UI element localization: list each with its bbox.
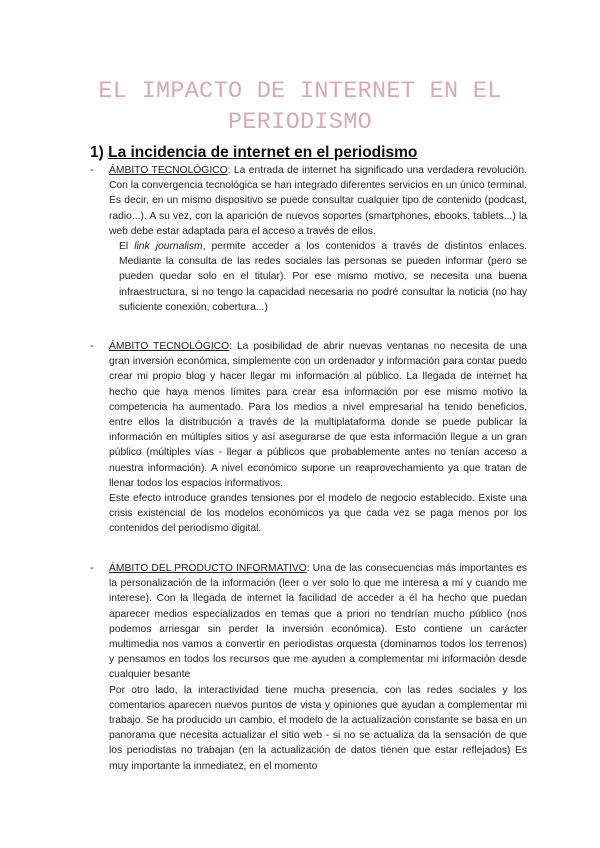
paragraph bbox=[109, 561, 527, 683]
section-heading-text: La incidencia de internet en el periodismo bbox=[108, 144, 418, 161]
paragraph-text: : La entrada de internet ha significado una verdadera revolución. Con la convergencia tecnológica se han integrado diferentes servicios en un único terminal. Es decir, en un mismo dispositivo se puede consultar cualquier tipo de contenido (podcast, radio...). A su vez, con la aparición de nuevos soportes (smartphones, ebooks, tablets...) la web debe estar adaptada para el acceso a través de ellos. bbox=[109, 165, 527, 237]
paragraph bbox=[109, 163, 527, 239]
paragraph bbox=[109, 491, 527, 537]
item-label: ÁMBITO DEL PRODUCTO INFORMATIVO bbox=[109, 563, 307, 574]
paragraph bbox=[109, 683, 527, 774]
emphasis-text: link journalism bbox=[134, 241, 203, 253]
paragraph bbox=[109, 339, 527, 491]
paragraph-text: Este efecto introduce grandes tensiones por el modelo de negocio establecido. Existe una crisis existencial de los modelos económicos ya que cada vez se paga menos por los contenidos del periodismo digital. bbox=[109, 493, 527, 535]
paragraph-text: : Una de las consecuencias más importantes es la personalización de la información (leer o ver solo lo que me interesa a mí y cuando me interese). Con la llegada de internet la facilidad de acceder a él ha hecho que puedan aparecer medios especializados en temas que a priori no tendrían mucho público (nos podemos arriesgar sin perder la inversión económica). Esto contiene un carácter multimedia nos vamos a convertir en periodistas orquesta (dominamos todos los terrenos) y pensamos en todos los recursos que me ayuden a complementar mi información desde cualquier besante bbox=[109, 563, 527, 681]
paragraph-text: Por otro lado, la interactividad tiene mucha presencia, con las redes sociales y los comentarios aparecen nuevos puntos de vista y opiniones que ayudan a complementar mi trabajo. Se ha producido un cambio, el modelo de la actualización constante se basa en un panorama que necesita actualizar el sitio web - si no se actualiza da la sensación de que los periodistas no trabajan (en la actualización de datos tienen que estar reflejados) Es muy importante la inmediatez, en el momento bbox=[109, 684, 527, 772]
bullet-dash: - bbox=[90, 562, 94, 574]
list-item bbox=[90, 339, 527, 537]
item-label: ÁMBITO TECNOLÓGICO bbox=[109, 341, 230, 352]
item-label: ÁMBITO TECNOLÓGICO bbox=[109, 165, 228, 176]
bullet-dash: - bbox=[90, 340, 94, 352]
section-number: 1) bbox=[90, 144, 104, 161]
section-heading bbox=[90, 144, 417, 162]
paragraph-text: , permite acceder a los contenidos a través de distintos enlaces. Mediante la consulta de las redes sociales las personas se pueden informar (pero se pueden quedar solo en el titular). Por ese mismo motivo, se necesita una buena infraestructura, si no tengo la capacidad necesaria no podré consultar la noticia (no hay suficiente conexión, cobertura...) bbox=[119, 241, 527, 313]
title-line-2: PERIODISMO bbox=[227, 109, 373, 136]
title-line-1: EL IMPACTO DE INTERNET EN EL bbox=[98, 78, 502, 105]
paragraph bbox=[109, 239, 527, 315]
list-item bbox=[90, 561, 527, 774]
bullet-dash: - bbox=[90, 164, 94, 176]
paragraph-text: El bbox=[119, 241, 135, 253]
paragraph-text: : La posibilidad de abrir nuevas ventanas no necesita de una gran inversión económica, simplemente con un ordenador y información para contar puedo crear mi propio blog y hacer llegar mi información al público. La llegada de internet ha hecho que haya menos límites para crear esa información por ese mismo motivo la competencia ha aumentado. Para los medios a nivel empresarial ha tenido beneficios, entre ellos la distribución a través de la multiplataforma donde se puede publicar la información en múltiples sitios y así asegurarse de que esta información llegue a un gran público (múltiples vías - llegar a públicos que probablemente antes no tenían acceso a nuestra información). A nivel económico supone un reaprovechamiento ya que tratan de llenar todos los espacios informativos. bbox=[109, 341, 527, 489]
list-item bbox=[90, 163, 527, 315]
page-title bbox=[40, 76, 560, 138]
